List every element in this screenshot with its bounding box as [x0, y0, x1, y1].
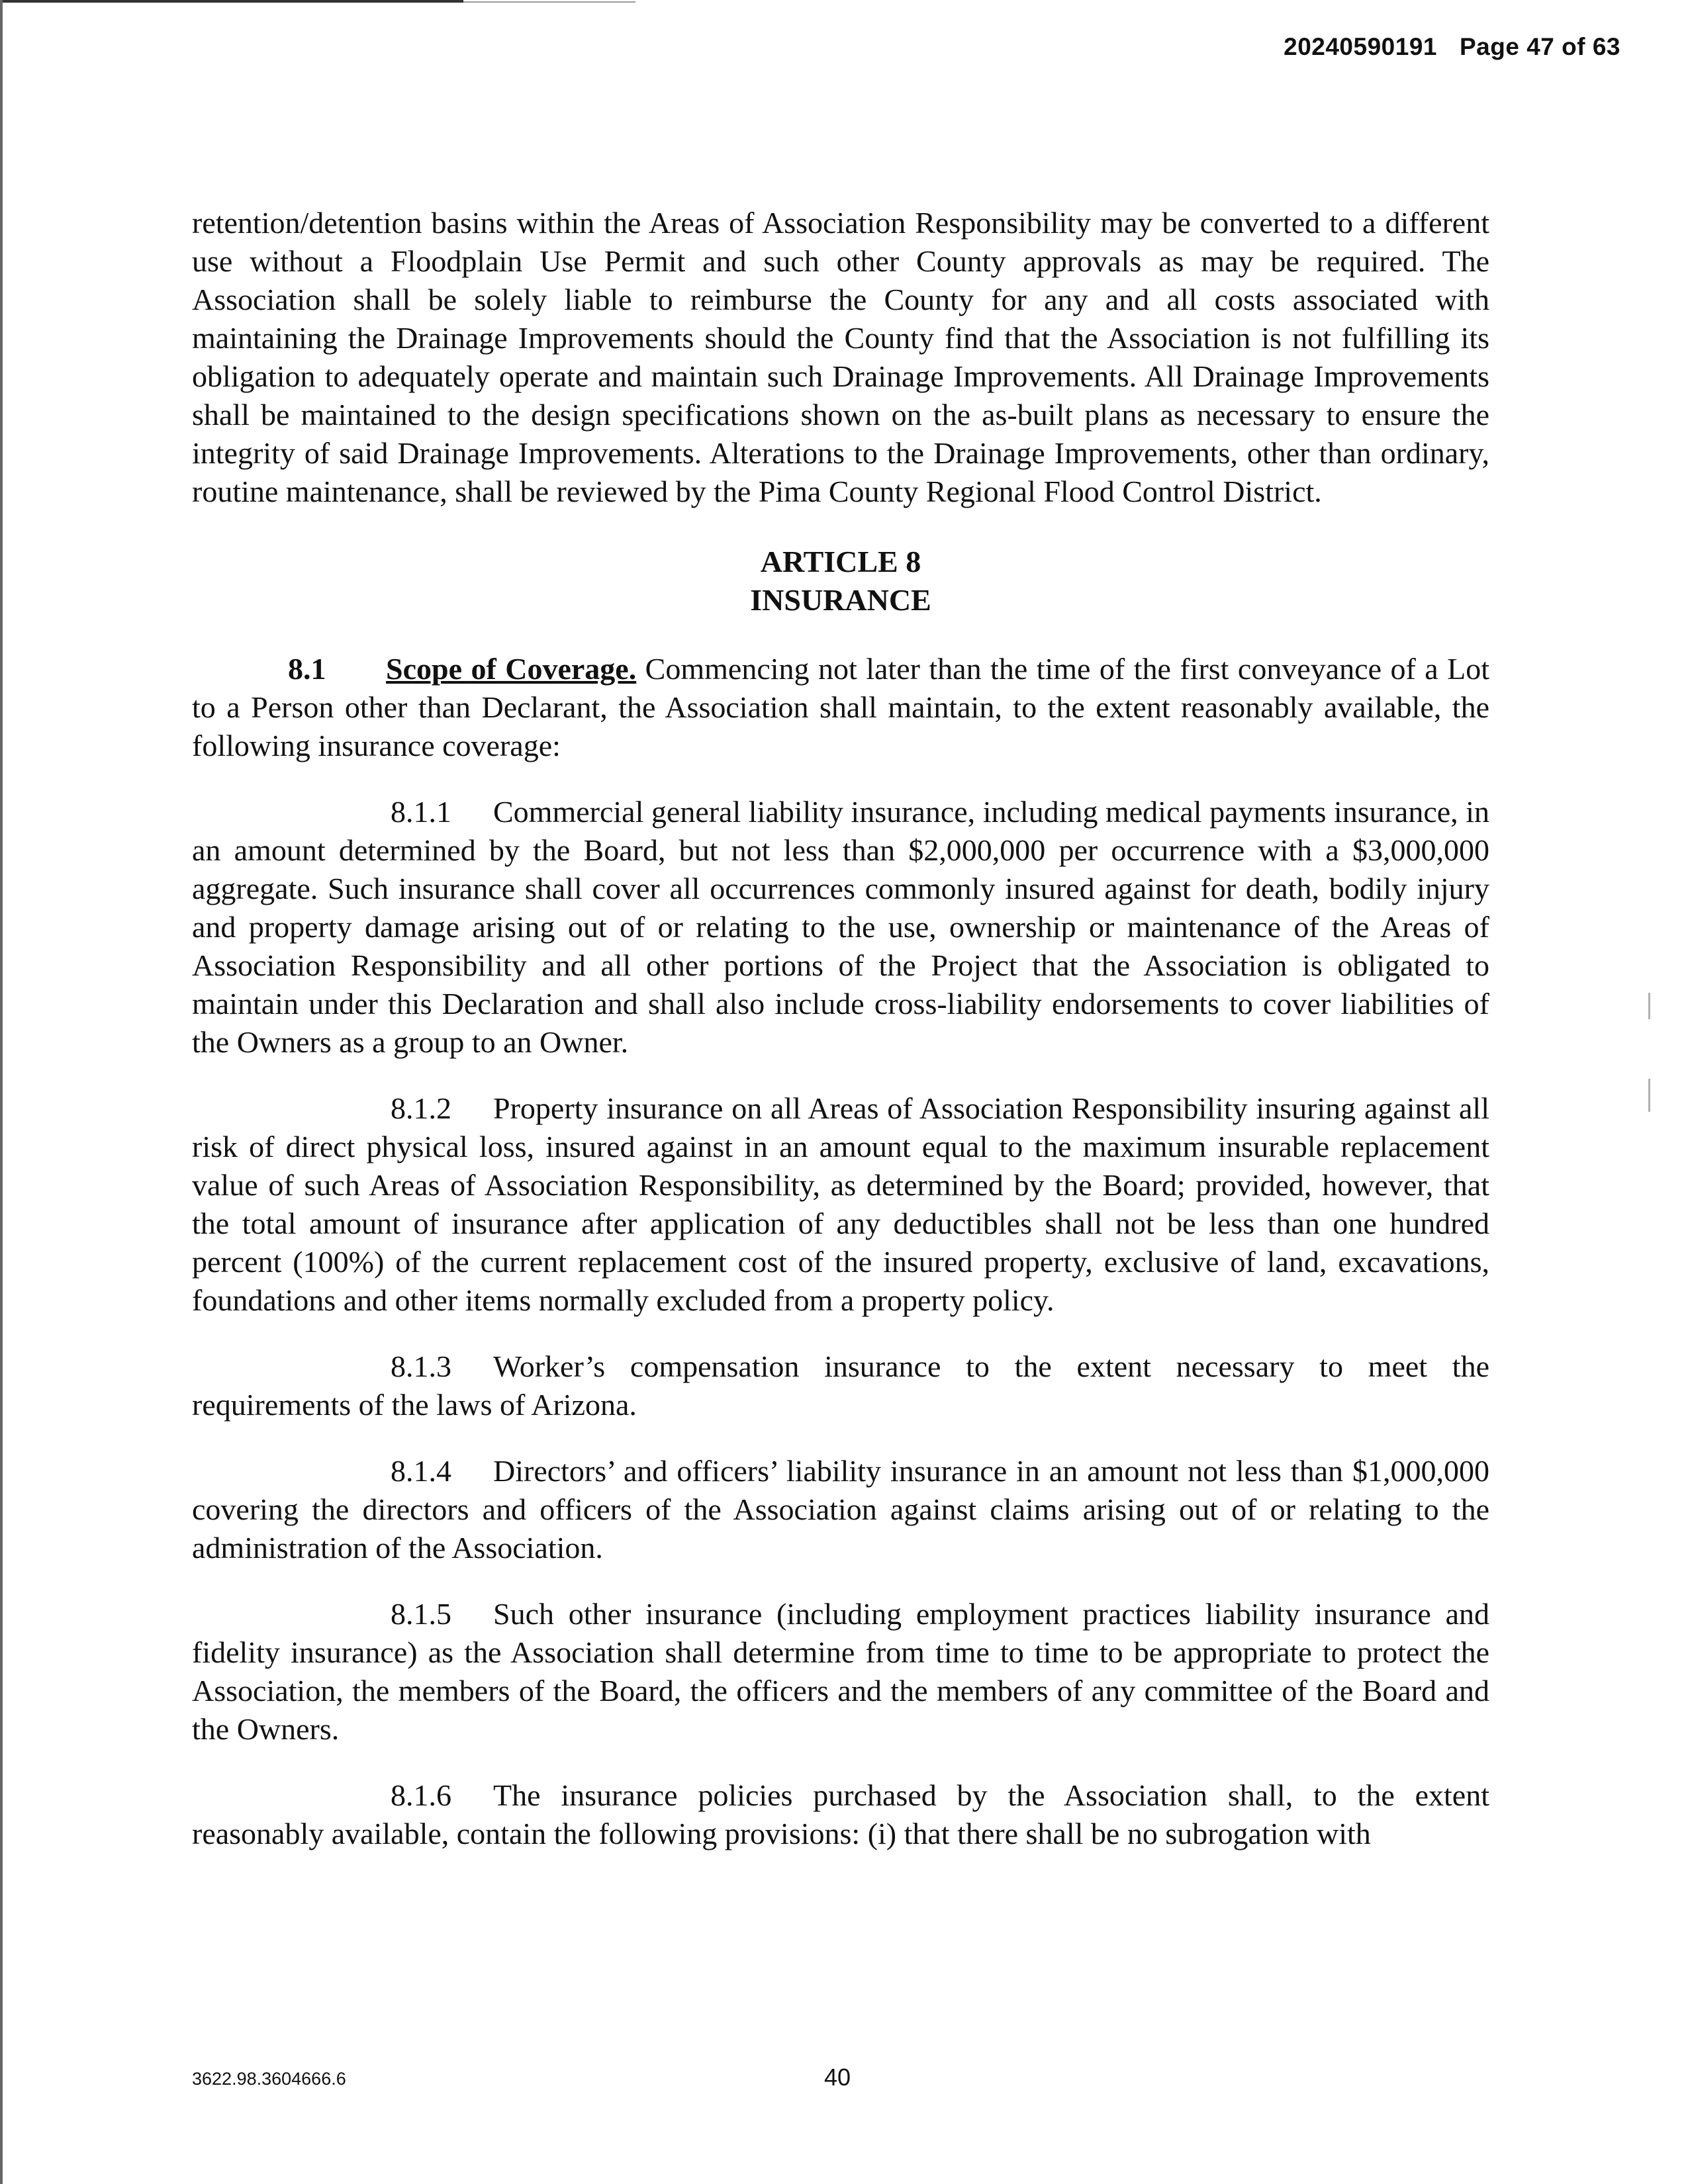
subsection-8-1-5	[192, 1595, 1489, 1749]
section-8-1	[192, 650, 1489, 765]
article-heading	[192, 543, 1489, 619]
recording-number: 20240590191	[1284, 33, 1437, 60]
recording-stamp	[1284, 33, 1620, 61]
section-number: 8.1	[288, 652, 326, 686]
page-of-count: Page 47 of 63	[1459, 33, 1620, 60]
subsection-text: Directors’ and officers’ liability insurance in an amount not less than $1,000,000 covering the directors and officers of the Association against claims arising out of or relating to the administration of the Association.	[192, 1454, 1489, 1565]
subsection-text: Such other insurance (including employment practices liability insurance and fidelity insurance) as the Association shall determine from time to time to be appropriate to protect the Association, the members of the Board, the officers and the members of any committee of the Board and the Owners.	[192, 1597, 1489, 1746]
section-title: Scope of Coverage.	[386, 652, 637, 686]
subsection-number: 8.1.5	[391, 1597, 451, 1631]
scan-edge-mark	[1648, 993, 1650, 1019]
subsection-8-1-2	[192, 1089, 1489, 1320]
subsection-text: The insurance policies purchased by the Association shall, to the extent reasonably available, contain the following provisions: (i) that there shall be no subrogation with	[192, 1778, 1489, 1850]
subsection-number: 8.1.2	[391, 1091, 451, 1125]
subsection-8-1-6	[192, 1776, 1489, 1853]
scan-left-edge	[0, 0, 3, 2184]
section-text: Commencing not later than the time of the first conveyance of a Lot to a Person other than Declarant, the Association shall maintain, to the extent reasonably available, the following insurance coverage:	[192, 652, 1489, 762]
scan-top-rule	[0, 0, 463, 3]
subsection-text: Commercial general liability insurance, including medical payments insurance, in an amount determined by the Board, but not less than $2,000,000 per occurrence with a $3,000,000 aggregate. Such insurance shall cover all occurrences commonly insured against for death, bodily injury and property damage arising out of or relating to the use, ownership or maintenance of the Areas of Association Responsibility and all other portions of the Project that the Association is obligated to maintain under this Declaration and shall also include cross-liability endorsements to cover liabilities of the Owners as a group to an Owner.	[192, 795, 1489, 1059]
footer-document-id: 3622.98.3604666.6	[192, 2069, 346, 2089]
document-body	[192, 204, 1489, 1853]
subsection-8-1-3	[192, 1347, 1489, 1424]
article-title: INSURANCE	[750, 583, 931, 617]
subsection-number: 8.1.1	[391, 795, 451, 829]
subsection-number: 8.1.6	[391, 1778, 451, 1812]
subsection-number: 8.1.3	[391, 1349, 451, 1383]
article-number: ARTICLE 8	[760, 545, 921, 578]
subsection-8-1-1	[192, 793, 1489, 1062]
scan-edge-mark	[1648, 1079, 1650, 1112]
subsection-text: Property insurance on all Areas of Association Responsibility insuring against all risk of direct physical loss, insured against in an amount equal to the maximum insurable replacement value of such Areas of Association Responsibility, as determined by the Board; provided, however, that the total amount of insurance after application of any deductibles shall not be less than one hundred percent (100%) of the current replacement cost of the insured property, exclusive of land, excavations, foundations and other items normally excluded from a property policy.	[192, 1091, 1489, 1317]
subsection-number: 8.1.4	[391, 1454, 451, 1488]
footer-page-number: 40	[824, 2064, 851, 2091]
subsection-8-1-4	[192, 1452, 1489, 1567]
scan-top-rule-faint	[463, 1, 635, 3]
intro-paragraph: retention/detention basins within the Areas of Association Responsibility may be converted to a different use without a Floodplain Use Permit and such other County approvals as may be required. The Association shall be solely liable to reimburse the County for any and all costs associated with maintaining the Drainage Improvements should the County find that the Association is not fulfilling its obligation to adequately operate and maintain such Drainage Improvements. All Drainage Improvements shall be maintained to the design specifications shown on the as-built plans as necessary to ensure the integrity of said Drainage Improvements. Alterations to the Drainage Improvements, other than ordinary, routine maintenance, shall be reviewed by the Pima County Regional Flood Control District.	[192, 206, 1489, 508]
subsection-text: Worker’s compensation insurance to the extent necessary to meet the requirements of the laws of Arizona.	[192, 1349, 1489, 1422]
